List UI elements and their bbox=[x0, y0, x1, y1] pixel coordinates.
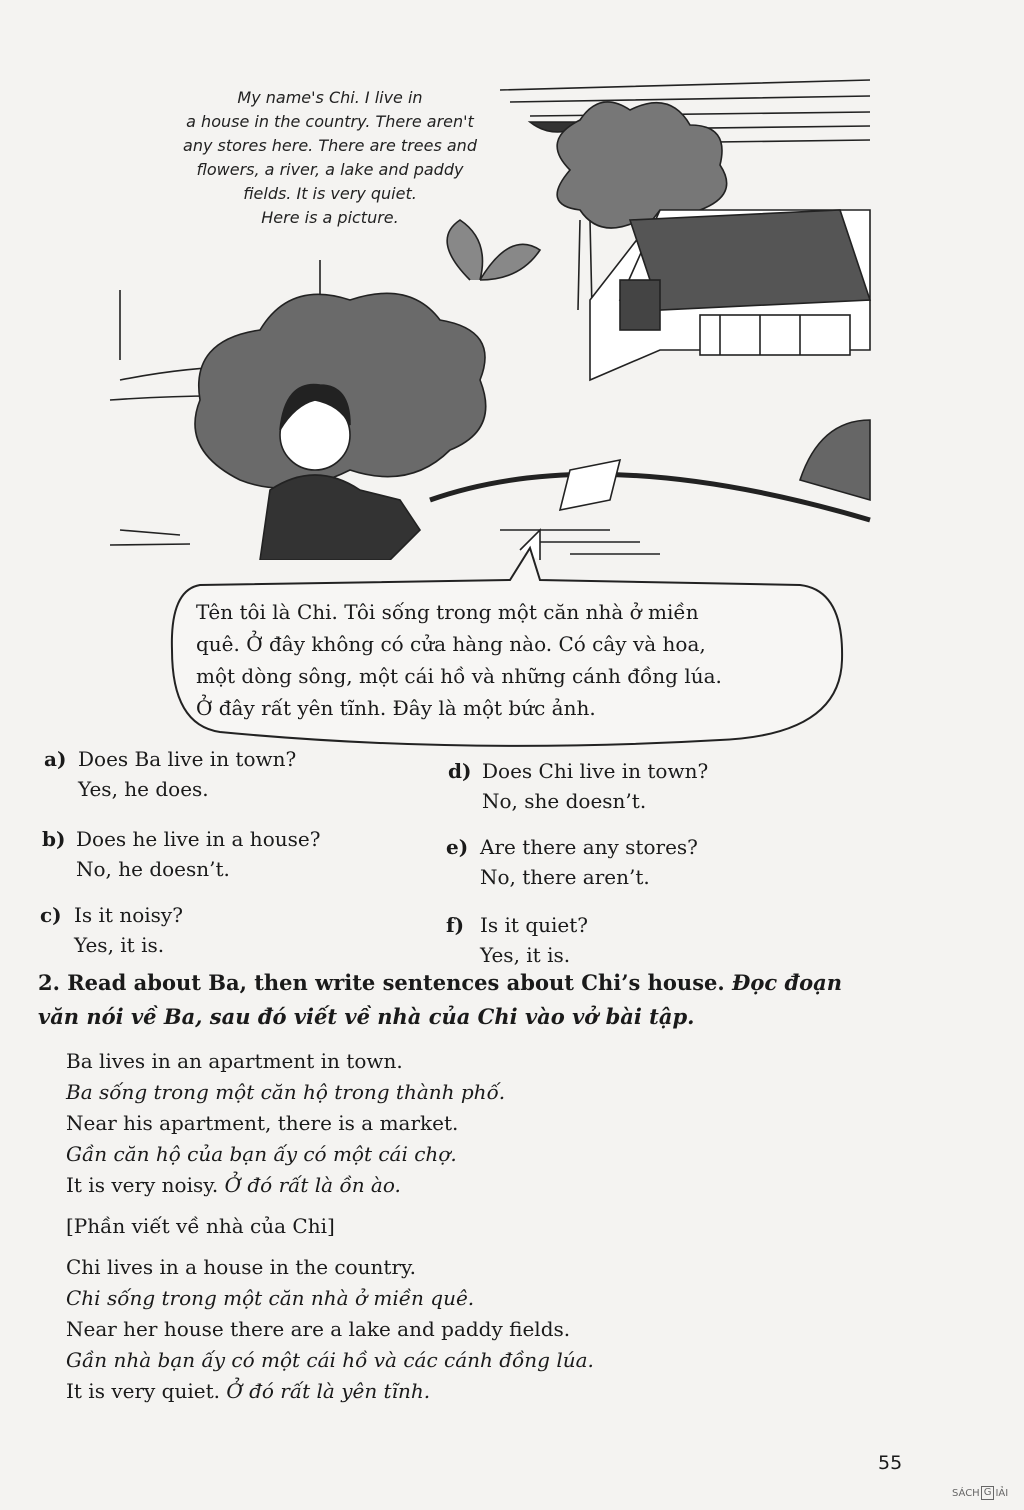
exercise-title-bold: 2. Read about Ba, then write sentences about Chi’s house. bbox=[38, 970, 725, 995]
question-item bbox=[446, 910, 588, 970]
ba-last-line bbox=[66, 1170, 966, 1201]
bubble-line: một dòng sông, một cái hồ và những cánh đồng lúa. bbox=[196, 664, 722, 688]
question-item bbox=[446, 832, 698, 892]
logo-left: SÁCH bbox=[952, 1487, 980, 1499]
chi-heading: [Phần viết về nhà của Chi] bbox=[66, 1214, 335, 1238]
ba-line: Ba sống trong một căn hộ trong thành phố. bbox=[66, 1080, 506, 1104]
question-text: Does he live in a house? bbox=[76, 827, 321, 851]
caption-line: a house in the country. There aren't bbox=[186, 112, 474, 131]
caption-line: flowers, a river, a lake and paddy bbox=[196, 160, 464, 179]
chi-last-vi: Ở đó rất là yên tĩnh. bbox=[226, 1379, 431, 1403]
chi-last-line bbox=[66, 1376, 966, 1407]
logo-right: IẢI bbox=[995, 1487, 1009, 1499]
bubble-line: quê. Ở đây không có cửa hàng nào. Có cây và hoa, bbox=[196, 632, 706, 656]
caption-line: Here is a picture. bbox=[261, 208, 399, 227]
question-label: b) bbox=[42, 827, 66, 851]
caption-line: My name's Chi. I live in bbox=[237, 88, 423, 107]
caption-line: any stores here. There are trees and bbox=[183, 136, 477, 155]
question-item bbox=[44, 744, 296, 804]
question-label: d) bbox=[448, 759, 472, 783]
ba-line: Near his apartment, there is a market. bbox=[66, 1111, 459, 1135]
question-label: f) bbox=[446, 913, 465, 937]
exercise-title bbox=[38, 966, 938, 1034]
ba-last-vi: Ở đó rất là ồn ào. bbox=[224, 1173, 401, 1197]
illustration-caption bbox=[130, 86, 530, 230]
chi-line: Near her house there are a lake and paddy fields. bbox=[66, 1317, 571, 1341]
question-item bbox=[42, 824, 320, 884]
question-item bbox=[448, 756, 708, 816]
question-text: Is it quiet? bbox=[480, 913, 588, 937]
ba-line: Ba lives in an apartment in town. bbox=[66, 1049, 403, 1073]
logo-mid: G bbox=[981, 1486, 995, 1500]
chi-line: Gần nhà bạn ấy có một cái hồ và các cánh đồng lúa. bbox=[66, 1348, 594, 1372]
question-label: c) bbox=[40, 903, 62, 927]
page-number: 55 bbox=[878, 1452, 903, 1474]
caption-line: fields. It is very quiet. bbox=[243, 184, 417, 203]
answer-text: No, she doesn’t. bbox=[482, 789, 647, 813]
answer-text: Yes, it is. bbox=[74, 933, 165, 957]
exercise-title-line2: văn nói về Ba, sau đó viết về nhà của Chi vào vở bài tập. bbox=[38, 1004, 695, 1029]
question-item bbox=[40, 900, 183, 960]
bubble-line: Ở đây rất yên tĩnh. Đây là một bức ảnh. bbox=[196, 696, 596, 720]
question-text: Does Chi live in town? bbox=[482, 759, 709, 783]
answer-text: Yes, he does. bbox=[78, 777, 209, 801]
exercise-body bbox=[66, 1046, 966, 1407]
chi-line: Chi sống trong một căn nhà ở miền quê. bbox=[66, 1286, 475, 1310]
question-text: Is it noisy? bbox=[74, 903, 183, 927]
bubble-line: Tên tôi là Chi. Tôi sống trong một căn nhà ở miền bbox=[196, 600, 699, 624]
ba-line: Gần căn hộ của bạn ấy có một cái chợ. bbox=[66, 1142, 457, 1166]
question-label: e) bbox=[446, 835, 469, 859]
speech-bubble-text bbox=[196, 596, 816, 724]
ba-last-en: It is very noisy. bbox=[66, 1173, 219, 1197]
question-label: a) bbox=[44, 747, 67, 771]
chi-line: Chi lives in a house in the country. bbox=[66, 1255, 417, 1279]
answer-text: No, there aren’t. bbox=[480, 865, 650, 889]
question-text: Does Ba live in town? bbox=[78, 747, 297, 771]
answer-text: No, he doesn’t. bbox=[76, 857, 230, 881]
exercise-title-italic: Đọc đoạn bbox=[732, 970, 843, 995]
chi-last-en: It is very quiet. bbox=[66, 1379, 220, 1403]
question-text: Are there any stores? bbox=[480, 835, 698, 859]
sachgiai-logo bbox=[952, 1486, 1008, 1500]
answer-text: Yes, it is. bbox=[480, 943, 571, 967]
